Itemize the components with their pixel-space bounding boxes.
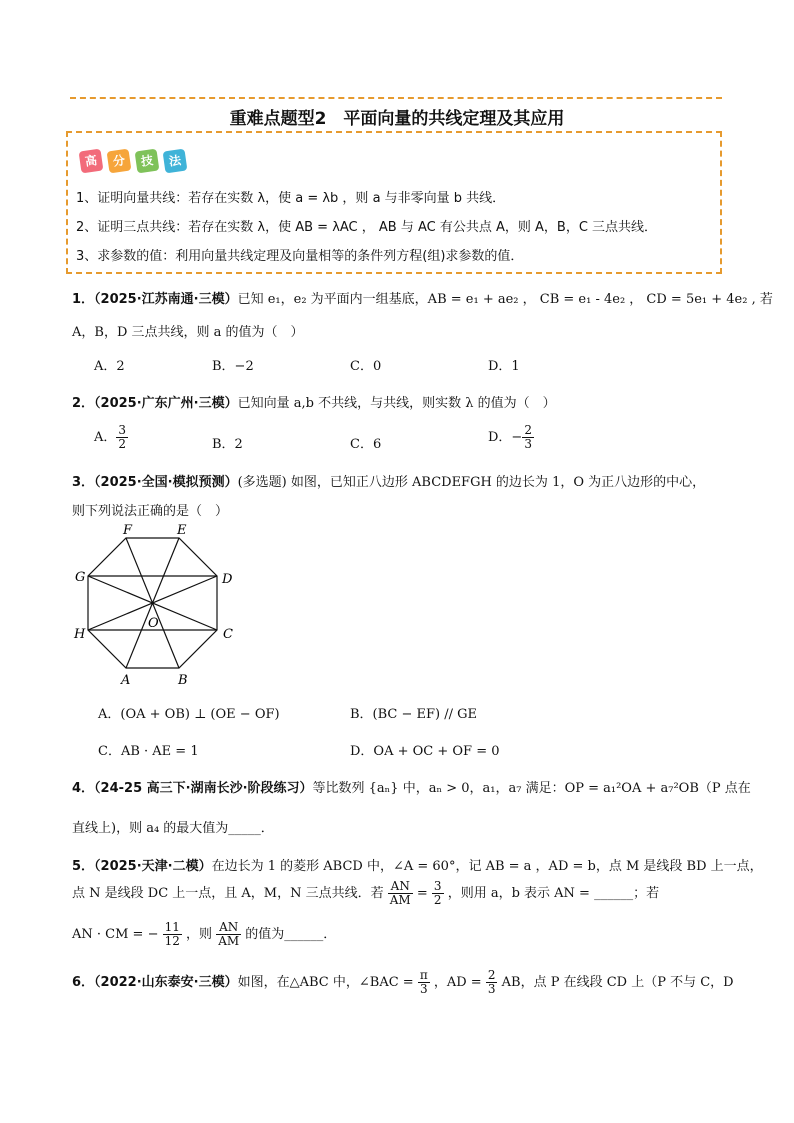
- q5-frac3-den: 12: [164, 934, 180, 948]
- q4-text-a: 等比数列 {aₙ} 中，aₙ > 0，a₁，a₇ 满足：OP = a₁²OA + a₇²OB（P 点在: [312, 781, 751, 796]
- q6-text-c: AB，点 P 在线段 CD 上（P 不与 C，D: [501, 975, 734, 990]
- q5-text-a: 在边长为 1 的菱形 ABCD 中，∠A = 60°，记 AB = a ，AD = b，点 M 是线段 BD 上一点，: [211, 859, 763, 874]
- q6-frac-2-3: [486, 969, 498, 996]
- label-c: C: [223, 627, 233, 642]
- q2-option-d-label: D．−: [488, 430, 523, 445]
- q5-frac2-den: 2: [433, 893, 442, 907]
- q1-option-c: C．0: [350, 359, 382, 374]
- q5-text-b2: =: [416, 886, 428, 901]
- q4-source: （24-25 高三下·湖南长沙·阶段练习）: [94, 781, 313, 796]
- q3-line-a: [72, 471, 705, 490]
- q5-line-a: [72, 855, 763, 874]
- q3-source: （2025·全国·模拟预测）: [94, 475, 238, 490]
- octagon-figure: [70, 520, 250, 695]
- q1-source: （2025·江苏南通·三模）: [94, 292, 238, 307]
- label-f: F: [123, 523, 133, 538]
- q5-line-c: [72, 921, 336, 948]
- q5-source: （2025·天津·二模）: [94, 859, 212, 874]
- q2-source: （2025·广东广州·三模）: [94, 396, 238, 411]
- q2-a-num: 3: [118, 423, 127, 437]
- q5-frac-3-2: [432, 880, 444, 907]
- q3-number: 3．: [72, 475, 95, 490]
- q3-option-d: D．OA + OC + OF = 0: [350, 744, 500, 759]
- q3-option-c: C．AB · AE = 1: [98, 744, 199, 759]
- q6-frac1-num: π: [419, 968, 428, 982]
- q2-number: 2．: [72, 396, 95, 411]
- q2-option-a-label: A．: [94, 430, 117, 445]
- badge-fa: 法: [163, 149, 188, 174]
- tip-1: 1、证明向量共线：若存在实数 λ，使 a = λb ，则 a 与非零向量 b 共线．: [76, 191, 506, 206]
- q3-line-b: 则下列说法正确的是（ ）: [72, 504, 229, 519]
- q2-option-a: [94, 424, 128, 451]
- q2-d-num: 2: [524, 423, 532, 437]
- q6-frac2-num: 2: [487, 968, 496, 982]
- q5-frac1-den: AM: [389, 893, 411, 907]
- q2-option-d: [488, 424, 534, 451]
- q3-option-a: A．(OA + OB) ⊥ (OE − OF): [98, 707, 280, 722]
- q5-number: 5．: [72, 859, 95, 874]
- q5-text-c3: 的值为______．: [245, 927, 337, 942]
- q5-text-c2: ，则: [186, 927, 213, 942]
- q6-text-a: 如图，在△ABC 中，∠BAC =: [237, 975, 414, 990]
- q1-text-a: 已知 e₁，e₂ 为平面内一组基底，AB = e₁ + ae₂ ， CB = e₁ - 4e₂ ， CD = 5e₁ + 4e₂ , 若: [237, 292, 773, 307]
- label-g: G: [75, 570, 86, 585]
- q4-line-a: [72, 777, 751, 796]
- tip-2: 2、证明三点共线：若存在实数 λ，使 AB = λAC ， AB 与 AC 有公共点 A，则 A，B，C 三点共线．: [76, 220, 658, 235]
- label-o: O: [148, 616, 159, 631]
- q5-frac1-num: AN: [388, 880, 413, 894]
- q2-a-den: 2: [118, 437, 127, 451]
- q5-frac-an-am-2: [216, 921, 241, 948]
- label-h: H: [74, 627, 86, 642]
- q6-text-b: ，AD =: [433, 975, 482, 990]
- q5-line-b: [72, 880, 659, 907]
- tip-3: 3、求参数的值：利用向量共线定理及向量相等的条件列方程(组)求参数的值．: [76, 249, 524, 264]
- top-dashed-rule: [70, 97, 722, 99]
- q5-frac-an-am: [388, 880, 413, 907]
- badge-ji: 技: [135, 149, 160, 174]
- q3-option-b: B．(BC − EF) // GE: [350, 707, 478, 722]
- q4-line-b: 直线上)，则 a₄ 的最大值为_____．: [72, 821, 274, 836]
- q1-line-a: [72, 288, 773, 307]
- label-a: A: [121, 673, 131, 688]
- q5-frac-11-12: [163, 921, 182, 948]
- q5-text-b3: ，则用 a，b 表示 AN = ______；若: [447, 886, 660, 901]
- q2-option-a-fraction: [116, 424, 128, 451]
- badge-fen: 分: [107, 149, 132, 174]
- q1-option-b: B．−2: [212, 359, 254, 374]
- q6-number: 6．: [72, 975, 95, 990]
- page-title: 重难点题型2 平面向量的共线定理及其应用: [229, 109, 565, 129]
- q2-d-den: 3: [524, 437, 532, 451]
- q6-frac-pi-3: [418, 969, 430, 996]
- q2-line: [72, 392, 556, 411]
- q6-line: [72, 969, 734, 996]
- label-d: D: [222, 572, 233, 587]
- badge-gao: 高: [79, 149, 104, 174]
- q5-frac4-den: AM: [218, 934, 240, 948]
- q1-number: 1．: [72, 292, 95, 307]
- q1-option-a: A．2: [94, 359, 125, 374]
- q6-frac1-den: 3: [419, 982, 428, 996]
- q3-text-a: (多选题) 如图，已知正八边形 ABCDEFGH 的边长为 1，O 为正八边形的中心，: [237, 475, 706, 490]
- q5-frac4-num: AN: [216, 921, 241, 935]
- q2-option-b: B．2: [212, 437, 243, 452]
- q4-number: 4．: [72, 781, 95, 796]
- q2-text: 已知向量 a,b 不共线，与共线，则实数 λ 的值为（ ）: [237, 396, 556, 411]
- q2-option-d-fraction: [522, 424, 534, 451]
- q1-option-d: D．1: [488, 359, 520, 374]
- q5-text-c1: AN · CM = −: [72, 927, 159, 942]
- q6-source: （2022·山东泰安·三模）: [94, 975, 238, 990]
- label-b: B: [178, 673, 188, 688]
- q5-frac3-num: 11: [164, 920, 180, 934]
- q2-option-c: C．6: [350, 437, 382, 452]
- q6-frac2-den: 3: [487, 982, 496, 996]
- q5-text-b1: 点 N 是线段 DC 上一点，且 A，M，N 三点共线．若: [72, 886, 384, 901]
- label-e: E: [177, 523, 187, 538]
- q5-frac2-num: 3: [433, 879, 442, 893]
- q1-line-b: A，B，D 三点共线，则 a 的值为（ ）: [72, 325, 304, 340]
